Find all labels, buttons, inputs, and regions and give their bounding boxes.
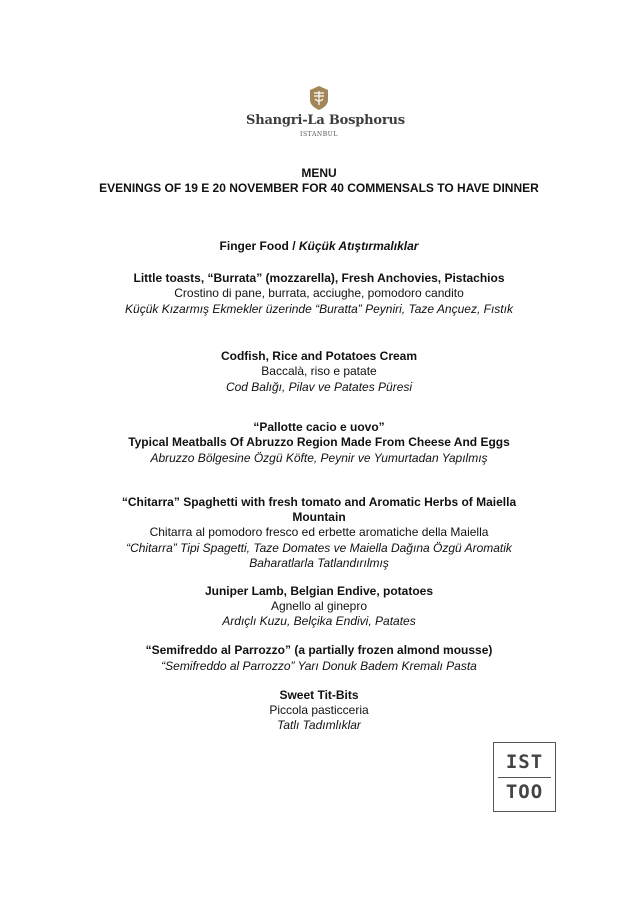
semifreddo-title: “Semifreddo al Parrozzo” (a partially frozen almond mousse) <box>145 643 493 657</box>
chitarra-turkish-line2: Baharatlarla Tatlandırılmış <box>249 556 389 570</box>
finger-food-heading <box>0 239 638 253</box>
semifreddo-turkish: “Semifreddo al Parrozzo” Yarı Donuk Badem Kremalı Pasta <box>161 659 477 673</box>
menu-subtitle: EVENINGS OF 19 E 20 NOVEMBER FOR 40 COMMENSALS TO HAVE DINNER <box>99 181 539 195</box>
isttoo-logo <box>493 742 556 812</box>
lamb-title: Juniper Lamb, Belgian Endive, potatoes <box>204 584 434 598</box>
isttoo-logo-row1: IST <box>505 751 544 773</box>
chitarra-turkish-line1: “Chitarra” Tipi Spagetti, Taze Domates ve Maiella Dağına Özgü Aromatik <box>126 541 512 555</box>
codfish-italian: Baccalà, riso e patate <box>261 364 377 378</box>
finger-food-heading-en: Finger Food / <box>219 239 299 253</box>
finger-food-title: Little toasts, “Burrata” (mozzarella), Fresh Anchovies, Pistachios <box>133 271 505 285</box>
menu-title: MENU <box>301 166 337 180</box>
lamb-turkish: Ardıçlı Kuzu, Belçika Endivi, Patates <box>222 614 416 628</box>
logo-city: ISTANBUL <box>300 131 338 138</box>
pallotte-english: Typical Meatballs Of Abruzzo Region Made From Cheese And Eggs <box>128 435 510 449</box>
finger-food-italian: Crostino di pane, burrata, acciughe, pomodoro candito <box>174 286 464 300</box>
chitarra-title-line2: Mountain <box>292 510 346 524</box>
sweets-turkish: Tatlı Tadımlıklar <box>277 718 361 732</box>
logo-emblem-icon <box>310 86 328 110</box>
pallotte-title: “Pallotte cacio e uovo” <box>253 420 385 434</box>
sweets-title: Sweet Tit-Bits <box>279 688 359 702</box>
logo-brand-name: Shangri-La Bosphorus <box>246 113 405 128</box>
isttoo-logo-row2: TOO <box>505 781 544 803</box>
chitarra-italian: Chitarra al pomodoro fresco ed erbette aromatiche della Maiella <box>149 525 489 539</box>
chitarra-title-line1: “Chitarra” Spaghetti with fresh tomato and Aromatic Herbs of Maiella <box>121 495 517 509</box>
codfish-turkish: Cod Balığı, Pilav ve Patates Püresi <box>225 380 413 394</box>
isttoo-logo-divider <box>498 777 551 778</box>
finger-food-heading-tr: Küçük Atıştırmalıklar <box>298 239 419 253</box>
codfish-title: Codfish, Rice and Potatoes Cream <box>220 349 418 363</box>
pallotte-turkish: Abruzzo Bölgesine Özgü Köfte, Peynir ve Yumurtadan Yapılmış <box>150 451 488 465</box>
shangri-la-logo <box>246 86 405 144</box>
sweets-italian: Piccola pasticceria <box>269 703 369 717</box>
lamb-italian: Agnello al ginepro <box>270 599 368 613</box>
finger-food-turkish: Küçük Kızarmış Ekmekler üzerinde “Buratta” Peyniri, Taze Ançuez, Fıstık <box>125 302 513 316</box>
